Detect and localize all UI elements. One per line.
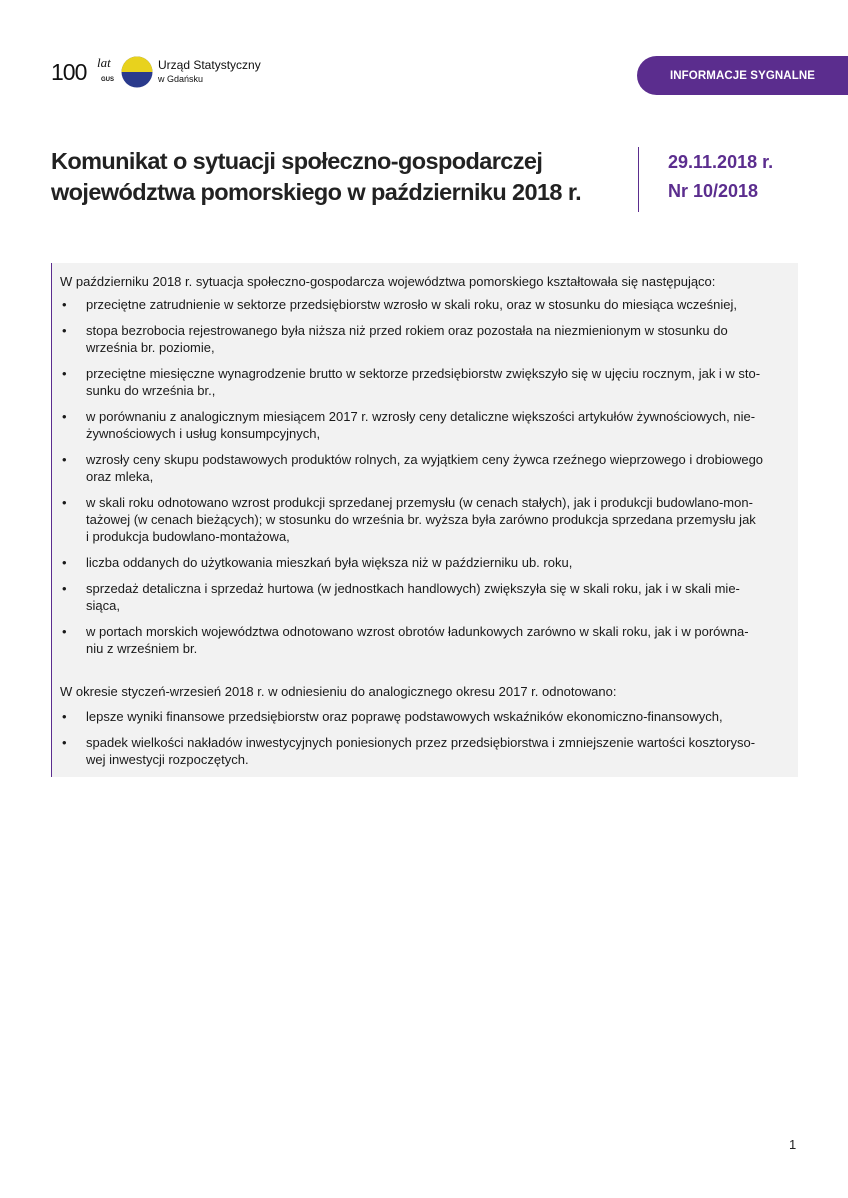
logo-sub: GUS xyxy=(101,77,115,83)
october-points xyxy=(60,296,790,666)
list-item xyxy=(60,322,790,356)
list-item-text: spadek wielkości nakładów inwestycyjnych poniesionych przez przedsiębiorstwa i zmniejszenie wartości kosztorysо- wej inwestycji rozpoczętych. xyxy=(86,735,756,767)
title-line1: Komunikat o sytuacji społeczno-gospodarczej xyxy=(51,148,543,174)
page-number: 1 xyxy=(789,1137,797,1152)
title-divider xyxy=(638,147,639,212)
bullet-icon: • xyxy=(62,709,67,724)
summary-box xyxy=(51,263,798,777)
bullet-icon: • xyxy=(62,409,67,424)
list-item-text: stopa bezrobocia rejestrowanego była niższa niż przed rokiem oraz pozostała na niezmienionym w stosunku do września br. poziomie, xyxy=(86,323,728,355)
list-item-text: w porównaniu z analogicznym miesiącem 2017 r. wzrosły ceny detaliczne większości artykułów żywnościowych, nie- żywnościowych i usług konsumpcyjnych, xyxy=(86,409,756,441)
publication-date: 29.11.2018 r. xyxy=(668,152,774,172)
list-item xyxy=(60,554,790,571)
100-lat-logo xyxy=(51,52,119,92)
list-item-text: przeciętne zatrudnienie w sektorze przedsiębiorstw wzrosło w skali roku, oraz w stosunku do miesiąca wcześniej, xyxy=(86,297,737,312)
publication-info xyxy=(668,148,773,206)
bullet-icon: • xyxy=(62,735,67,750)
list-item xyxy=(60,708,790,725)
list-item xyxy=(60,580,790,614)
list-item-text: lepsze wyniki finansowe przedsiębiorstw oraz poprawę podstawowych wskaźników ekonomiczno-finansowych, xyxy=(86,709,723,724)
bullet-icon: • xyxy=(62,624,67,639)
office-name xyxy=(158,58,261,86)
series-badge: INFORMACJE SYGNALNE xyxy=(637,56,848,95)
list-item xyxy=(60,734,790,768)
bullet-icon: • xyxy=(62,297,67,312)
logo-number: 100 xyxy=(51,59,87,85)
bullet-icon: • xyxy=(62,366,67,381)
list-item-text: liczba oddanych do użytkowania mieszkań była większa niż w październiku ub. roku, xyxy=(86,555,573,570)
intro-october: W październiku 2018 r. sytuacja społeczno-gospodarcza województwa pomorskiego kształtowała się następująco: xyxy=(60,274,716,289)
list-item xyxy=(60,451,790,485)
list-item xyxy=(60,623,790,657)
bullet-icon: • xyxy=(62,555,67,570)
bullet-icon: • xyxy=(62,323,67,338)
list-item-text: przeciętne miesięczne wynagrodzenie brutto w sektorze przedsiębiorstw zwiększyło się w ujęciu rocznym, jak i w sto- sunku do września br., xyxy=(86,366,761,398)
list-item xyxy=(60,296,790,313)
list-item-text: wzrosły ceny skupu podstawowych produktów rolnych, za wyjątkiem ceny żywca rzeźnego wieprzowego i drobiowego oraz mleka, xyxy=(86,452,764,484)
publication-number: Nr 10/2018 xyxy=(668,181,759,201)
list-item xyxy=(60,494,790,545)
list-item-text: w portach morskich województwa odnotowano wzrost obrotów ładunkowych zarówno w skali roku, jak i w porówna- niu z wrześniem br. xyxy=(86,624,749,656)
list-item xyxy=(60,408,790,442)
list-item xyxy=(60,365,790,399)
bullet-icon: • xyxy=(62,581,67,596)
office-name-line2: w Gdańsku xyxy=(158,74,204,84)
page-title xyxy=(51,146,621,208)
period-points xyxy=(60,708,790,777)
bullet-icon: • xyxy=(62,452,67,467)
bullet-icon: • xyxy=(62,495,67,510)
list-item-text: w skali roku odnotowano wzrost produkcji sprzedanej przemysłu (w cenach stałych), jak i produkcji budowlano-mon- tażowej (w cenach bieżących); w stosunku do września br. wyższa była zarówno produkcja sprzedana przemysłu jak i produkcja budowlano-montażowa, xyxy=(86,495,756,544)
office-name-line1: Urząd Statystyczny xyxy=(158,58,261,72)
office-emblem-icon xyxy=(121,56,153,88)
logo-script: lat xyxy=(97,55,111,70)
title-line2: województwa pomorskiego w październiku 2018 r. xyxy=(51,179,582,205)
logo xyxy=(51,52,261,92)
intro-period: W okresie styczeń-wrzesień 2018 r. w odniesieniu do analogicznego okresu 2017 r. odnotowano: xyxy=(60,684,617,699)
list-item-text: sprzedaż detaliczna i sprzedaż hurtowa (w jednostkach handlowych) zwiększyła się w skali roku, jak i w skali mie- siąca, xyxy=(86,581,740,613)
